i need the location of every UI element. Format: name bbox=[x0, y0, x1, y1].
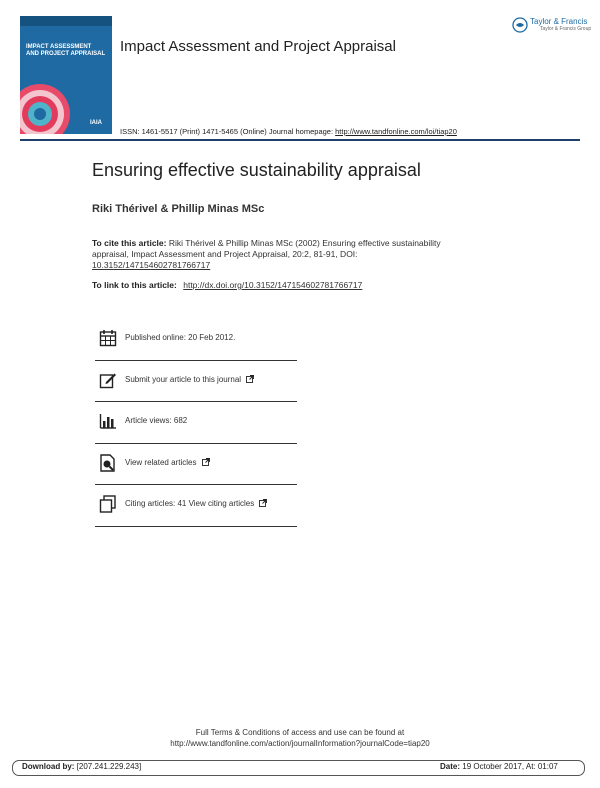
article-views-item bbox=[95, 402, 297, 444]
document-search-icon bbox=[99, 454, 117, 472]
related-articles-item[interactable] bbox=[95, 444, 297, 486]
header-divider bbox=[20, 139, 580, 141]
article-link-line bbox=[92, 280, 362, 290]
cover-target-graphic bbox=[20, 16, 112, 134]
citation-block bbox=[92, 238, 472, 271]
download-date bbox=[440, 762, 558, 771]
terms-notice bbox=[0, 727, 600, 749]
copy-documents-icon bbox=[99, 495, 117, 513]
terms-url[interactable]: http://www.tandfonline.com/action/journalInformation?journalCode=tiap20 bbox=[170, 739, 430, 748]
calendar-icon bbox=[99, 329, 117, 347]
journal-homepage-link[interactable]: http://www.tandfonline.com/loi/tiap20 bbox=[335, 127, 457, 136]
article-authors: Riki Thérivel & Phillip Minas MSc bbox=[92, 203, 265, 215]
published-online-item bbox=[95, 319, 297, 361]
cite-doi-link[interactable]: 10.3152/147154602781766717 bbox=[92, 260, 211, 270]
publisher-logo-subtext: Taylor & Francis Group bbox=[540, 26, 592, 32]
publisher-logo-text: Taylor & Francis bbox=[530, 17, 588, 26]
link-label: To link to this article: bbox=[92, 280, 177, 290]
citing-articles-link[interactable]: Citing articles: 41 View citing articles bbox=[125, 499, 267, 508]
downloaded-by-value: [207.241.229.243] bbox=[76, 762, 142, 771]
article-title: Ensuring effective sustainability appraisal bbox=[92, 160, 421, 180]
cover-iaia-logo: IAIA bbox=[90, 120, 102, 126]
external-link-icon bbox=[202, 458, 210, 466]
bar-chart-icon bbox=[99, 412, 117, 430]
article-doi-link[interactable]: http://dx.doi.org/10.3152/147154602781766717 bbox=[183, 280, 363, 290]
issn-text: ISSN: 1461-5517 (Print) 1471-5465 (Online) Journal homepage: bbox=[120, 127, 334, 136]
issn-line bbox=[120, 127, 457, 136]
external-link-icon bbox=[246, 375, 254, 383]
submit-article-link[interactable]: Submit your article to this journal bbox=[125, 375, 254, 384]
journal-cover-image bbox=[20, 16, 112, 134]
journal-title: Impact Assessment and Project Appraisal bbox=[120, 38, 396, 55]
download-date-value: 19 October 2017, At: 01:07 bbox=[462, 762, 558, 771]
published-online-text: Published online: 20 Feb 2012. bbox=[125, 333, 236, 342]
terms-line-1: Full Terms & Conditions of access and use can be found at bbox=[195, 728, 405, 737]
article-views-text: Article views: 682 bbox=[125, 416, 188, 425]
article-metadata-list bbox=[95, 319, 297, 527]
submit-article-item[interactable] bbox=[95, 361, 297, 403]
downloaded-by bbox=[22, 762, 141, 771]
citing-articles-item[interactable] bbox=[95, 485, 297, 527]
edit-pencil-icon bbox=[99, 371, 117, 389]
cite-label: To cite this article: bbox=[92, 238, 167, 248]
external-link-icon bbox=[259, 499, 267, 507]
cover-title: IMPACT ASSESSMENT AND PROJECT APPRAISAL bbox=[26, 44, 106, 57]
related-articles-link[interactable]: View related articles bbox=[125, 458, 210, 467]
downloaded-by-label: Download by: bbox=[22, 762, 75, 771]
cite-text: Riki Thérivel & Phillip Minas MSc (2002) Ensuring effective sustainability appraisal, Impact Assessment and Project Appraisal, 20:2, 81-91, DOI: bbox=[92, 238, 441, 259]
download-date-label: Date: bbox=[440, 762, 461, 771]
